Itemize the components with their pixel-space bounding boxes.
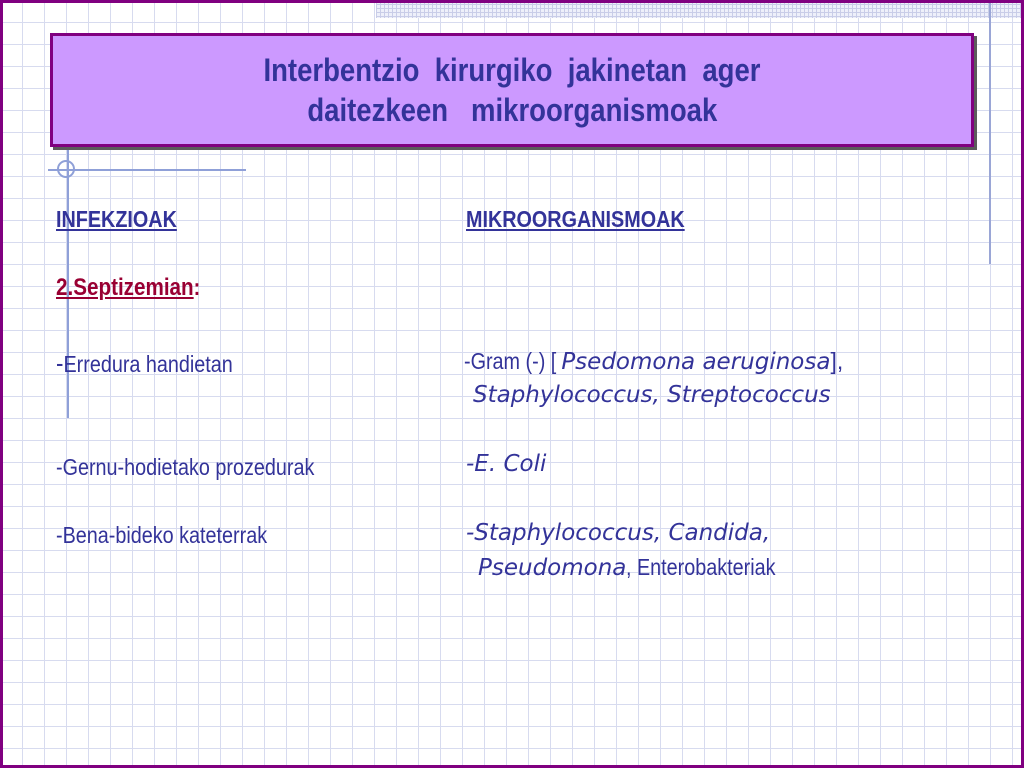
infection-label: Erredura handietan bbox=[63, 351, 233, 377]
organism-item-burns bbox=[464, 348, 843, 375]
infection-item-burns bbox=[56, 348, 233, 379]
infection-item-catheters: -Bena-bideko kateterrak bbox=[56, 522, 268, 548]
infection-dash: - bbox=[56, 348, 64, 378]
section-heading bbox=[56, 274, 200, 302]
decorative-horizontal-line bbox=[48, 169, 246, 171]
slide-title-line-2: daitezkeen mikroorganismoak bbox=[307, 92, 717, 128]
decorative-circle-icon bbox=[57, 160, 75, 178]
organism-item-burns-line2: Staphylococcus, Streptococcus bbox=[473, 382, 831, 408]
section-heading-colon: : bbox=[193, 274, 201, 300]
organism-suffix: ], bbox=[830, 348, 844, 374]
organism-item-catheters: -Staphylococcus, Candida, bbox=[466, 520, 771, 546]
organism-item-urinary: -E. Coli bbox=[466, 451, 547, 477]
decorative-right-line bbox=[989, 0, 991, 264]
infections-column-header: INFEKZIOAK bbox=[56, 206, 177, 232]
organism-italic: Pseudomona bbox=[478, 555, 627, 581]
slide-title-line-1: Interbentzio kirurgiko jakinetan ager bbox=[263, 52, 761, 88]
slide-title-box bbox=[50, 33, 974, 147]
organism-prefix: -Gram (-) [ bbox=[464, 348, 557, 374]
organism-rest: , Enterobakteriak bbox=[626, 554, 776, 580]
decorative-top-band bbox=[376, 0, 1024, 18]
organism-italic: Psedomona aeruginosa bbox=[561, 349, 831, 375]
organism-item-catheters-line2 bbox=[478, 554, 800, 581]
infection-item-urinary: -Gernu-hodietako prozedurak bbox=[56, 454, 315, 480]
section-heading-text: 2.Septizemian bbox=[56, 274, 194, 301]
microorganisms-column-header: MIKROORGANISMOAK bbox=[466, 206, 685, 232]
